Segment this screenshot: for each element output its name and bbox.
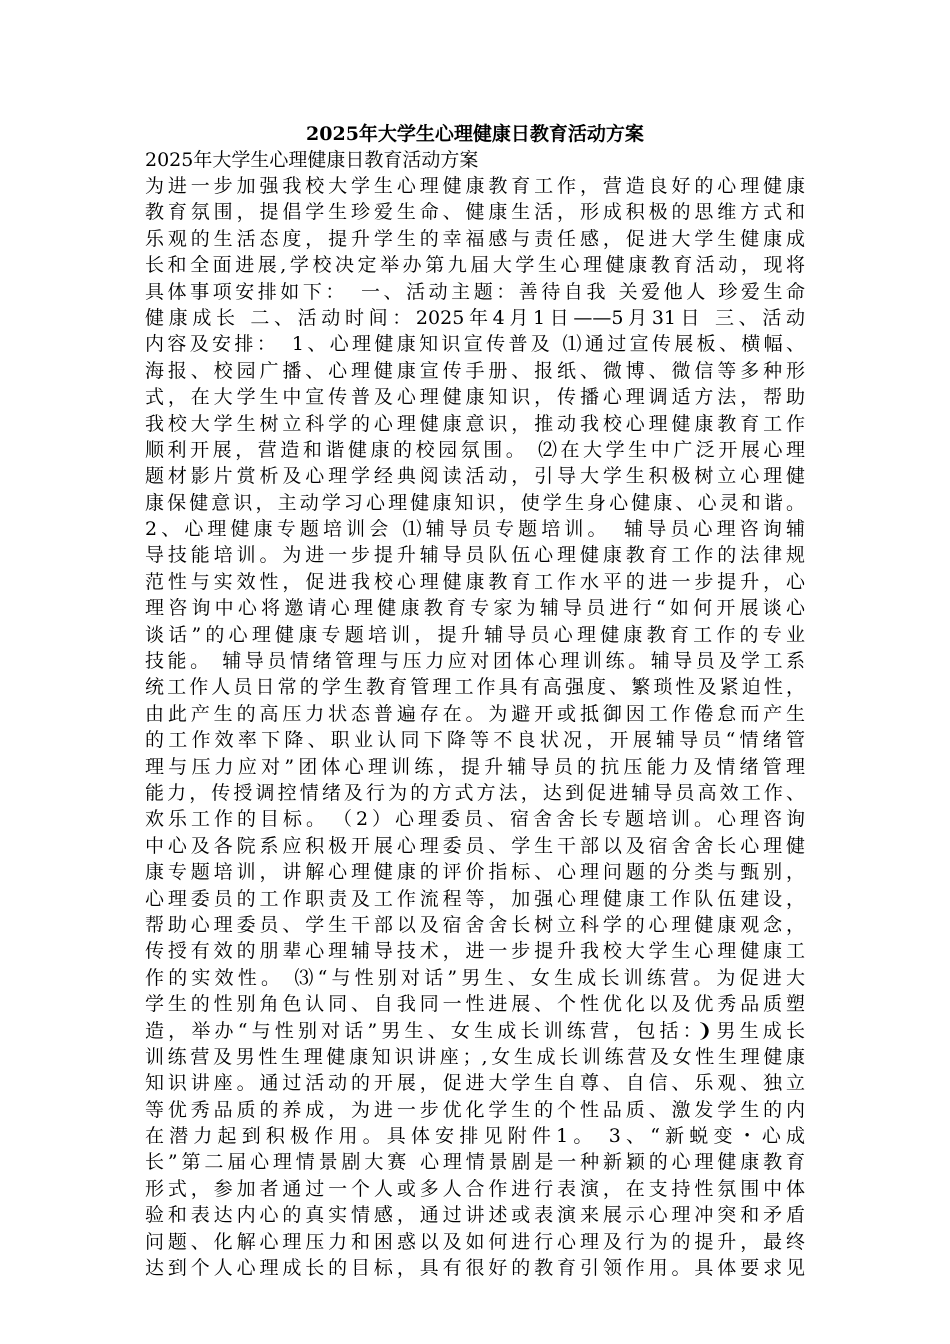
body-line: 形式，参加者通过一个人或多人合作进行表演，在支持性氛围中体 <box>145 1177 805 1200</box>
body-line: 技能。 辅导员情绪管理与压力应对团体心理训练。辅导员及学工系 <box>145 650 805 673</box>
body-line: 康专题培训，讲解心理健康的评价指标、心理问题的分类与甄别， <box>145 861 805 884</box>
body-line: 传授有效的朋辈心理辅导技术，进一步提升我校大学生心理健康工 <box>145 940 805 963</box>
body-line: 欢乐工作的目标。 （2）心理委员、宿舍舍长专题培训。心理咨询 <box>145 808 805 831</box>
body-line: 由此产生的高压力状态普遍存在。为避开或抵御因工作倦怠而产生 <box>145 702 805 725</box>
body-line: 顺利开展，营造和谐健康的校园氛围。 ⑵在大学生中广泛开展心理 <box>145 438 805 461</box>
body-line: 范性与实效性，促进我校心理健康教育工作水平的进一步提升，心 <box>145 570 805 593</box>
body-line: 内容及安排： 1、心理健康知识宣传普及 ⑴通过宣传展板、横幅、 <box>145 333 805 356</box>
body-line: 中心及各院系应积极开展心理委员、学生干部以及宿舍舍长心理健 <box>145 834 805 857</box>
body-line: 乐观的生活态度，提升学生的幸福感与责任感，促进大学生健康成 <box>145 227 805 250</box>
body-line: 能力，传授调控情绪及行为的方式方法，达到促进辅导员高效工作、 <box>145 781 805 804</box>
body-line: 海报、校园广播、心理健康宣传手册、报纸、微博、微信等多种形 <box>145 359 805 382</box>
body-line: 具体事项安排如下： 一、活动主题：善待自我 关爱他人 珍爱生命 <box>145 280 805 303</box>
body-line: 长”第二届心理情景剧大赛 心理情景剧是一种新颖的心理健康教育 <box>145 1151 805 1174</box>
body-line: 理与压力应对”团体心理训练，提升辅导员的抗压能力及情绪管理 <box>145 755 805 778</box>
body-line: 理咨询中心将邀请心理健康教育专家为辅导员进行“如何开展谈心 <box>145 597 805 620</box>
body-line: 造，举办“与性别对话”男生、女生成长训练营，包括：❩男生成长 <box>145 1019 805 1042</box>
body-line: 作的实效性。 ⑶“与性别对话”男生、女生成长训练营。为促进大 <box>145 966 805 989</box>
body-line: 帮助心理委员、学生干部以及宿舍舍长树立科学的心理健康观念， <box>145 913 805 936</box>
body-line: 心理委员的工作职责及工作流程等，加强心理健康工作队伍建设， <box>145 887 805 910</box>
body-line: 教育氛围，提倡学生珍爱生命、健康生活，形成积极的思维方式和 <box>145 201 805 224</box>
body-line: 等优秀品质的养成，为进一步优化学生的个性品质、激发学生的内 <box>145 1098 805 1121</box>
body-line: 我校大学生树立科学的心理健康意识，推动我校心理健康教育工作 <box>145 412 805 435</box>
body-line: 健康成长 二、活动时间：2025年4月1日——5月31日 三、活动 <box>145 306 805 329</box>
body-line: 问题、化解心理压力和困惑以及如何进行心理及行为的提升，最终 <box>145 1230 805 1253</box>
body-line: 2、心理健康专题培训会 ⑴辅导员专题培训。 辅导员心理咨询辅 <box>145 518 805 541</box>
body-line: 康保健意识，主动学习心理健康知识，使学生身心健康、心灵和谐。 <box>145 491 805 514</box>
body-line: 在潜力起到积极作用。具体安排见附件1。 3、“新蜕变・心成 <box>145 1125 805 1148</box>
body-line: 达到个人心理成长的目标，具有很好的教育引领作用。具体要求见 <box>145 1257 805 1280</box>
document-body <box>145 173 805 1281</box>
body-line: 统工作人员日常的学生教育管理工作具有高强度、繁琐性及紧迫性， <box>145 676 805 699</box>
document-title: 2025年大学生心理健康日教育活动方案 <box>306 123 644 145</box>
body-line: 谈话”的心理健康专题培训，提升辅导员心理健康教育工作的专业 <box>145 623 805 646</box>
body-line: 长和全面进展,学校决定举办第九届大学生心理健康教育活动，现将 <box>145 254 805 277</box>
body-line: 为进一步加强我校大学生心理健康教育工作，营造良好的心理健康 <box>145 175 805 197</box>
document-subtitle: 2025年大学生心理健康日教育活动方案 <box>145 149 479 171</box>
body-line: 的工作效率下降、职业认同下降等不良状况，开展辅导员“情绪管 <box>145 729 805 752</box>
body-line: 式，在大学生中宣传普及心理健康知识，传播心理调适方法，帮助 <box>145 386 805 409</box>
body-line: 验和表达内心的真实情感，通过讲述或表演来展示心理冲突和矛盾 <box>145 1204 805 1227</box>
body-line: 训练营及男性生理健康知识讲座；,女生成长训练营及女性生理健康 <box>145 1045 805 1068</box>
body-line: 题材影片赏析及心理学经典阅读活动，引导大学生积极树立心理健 <box>145 465 805 488</box>
body-line: 导技能培训。为进一步提升辅导员队伍心理健康教育工作的法律规 <box>145 544 805 567</box>
body-line: 学生的性别角色认同、自我同一性进展、个性优化以及优秀品质塑 <box>145 993 805 1016</box>
body-line: 知识讲座。通过活动的开展，促进大学生自尊、自信、乐观、独立 <box>145 1072 805 1095</box>
